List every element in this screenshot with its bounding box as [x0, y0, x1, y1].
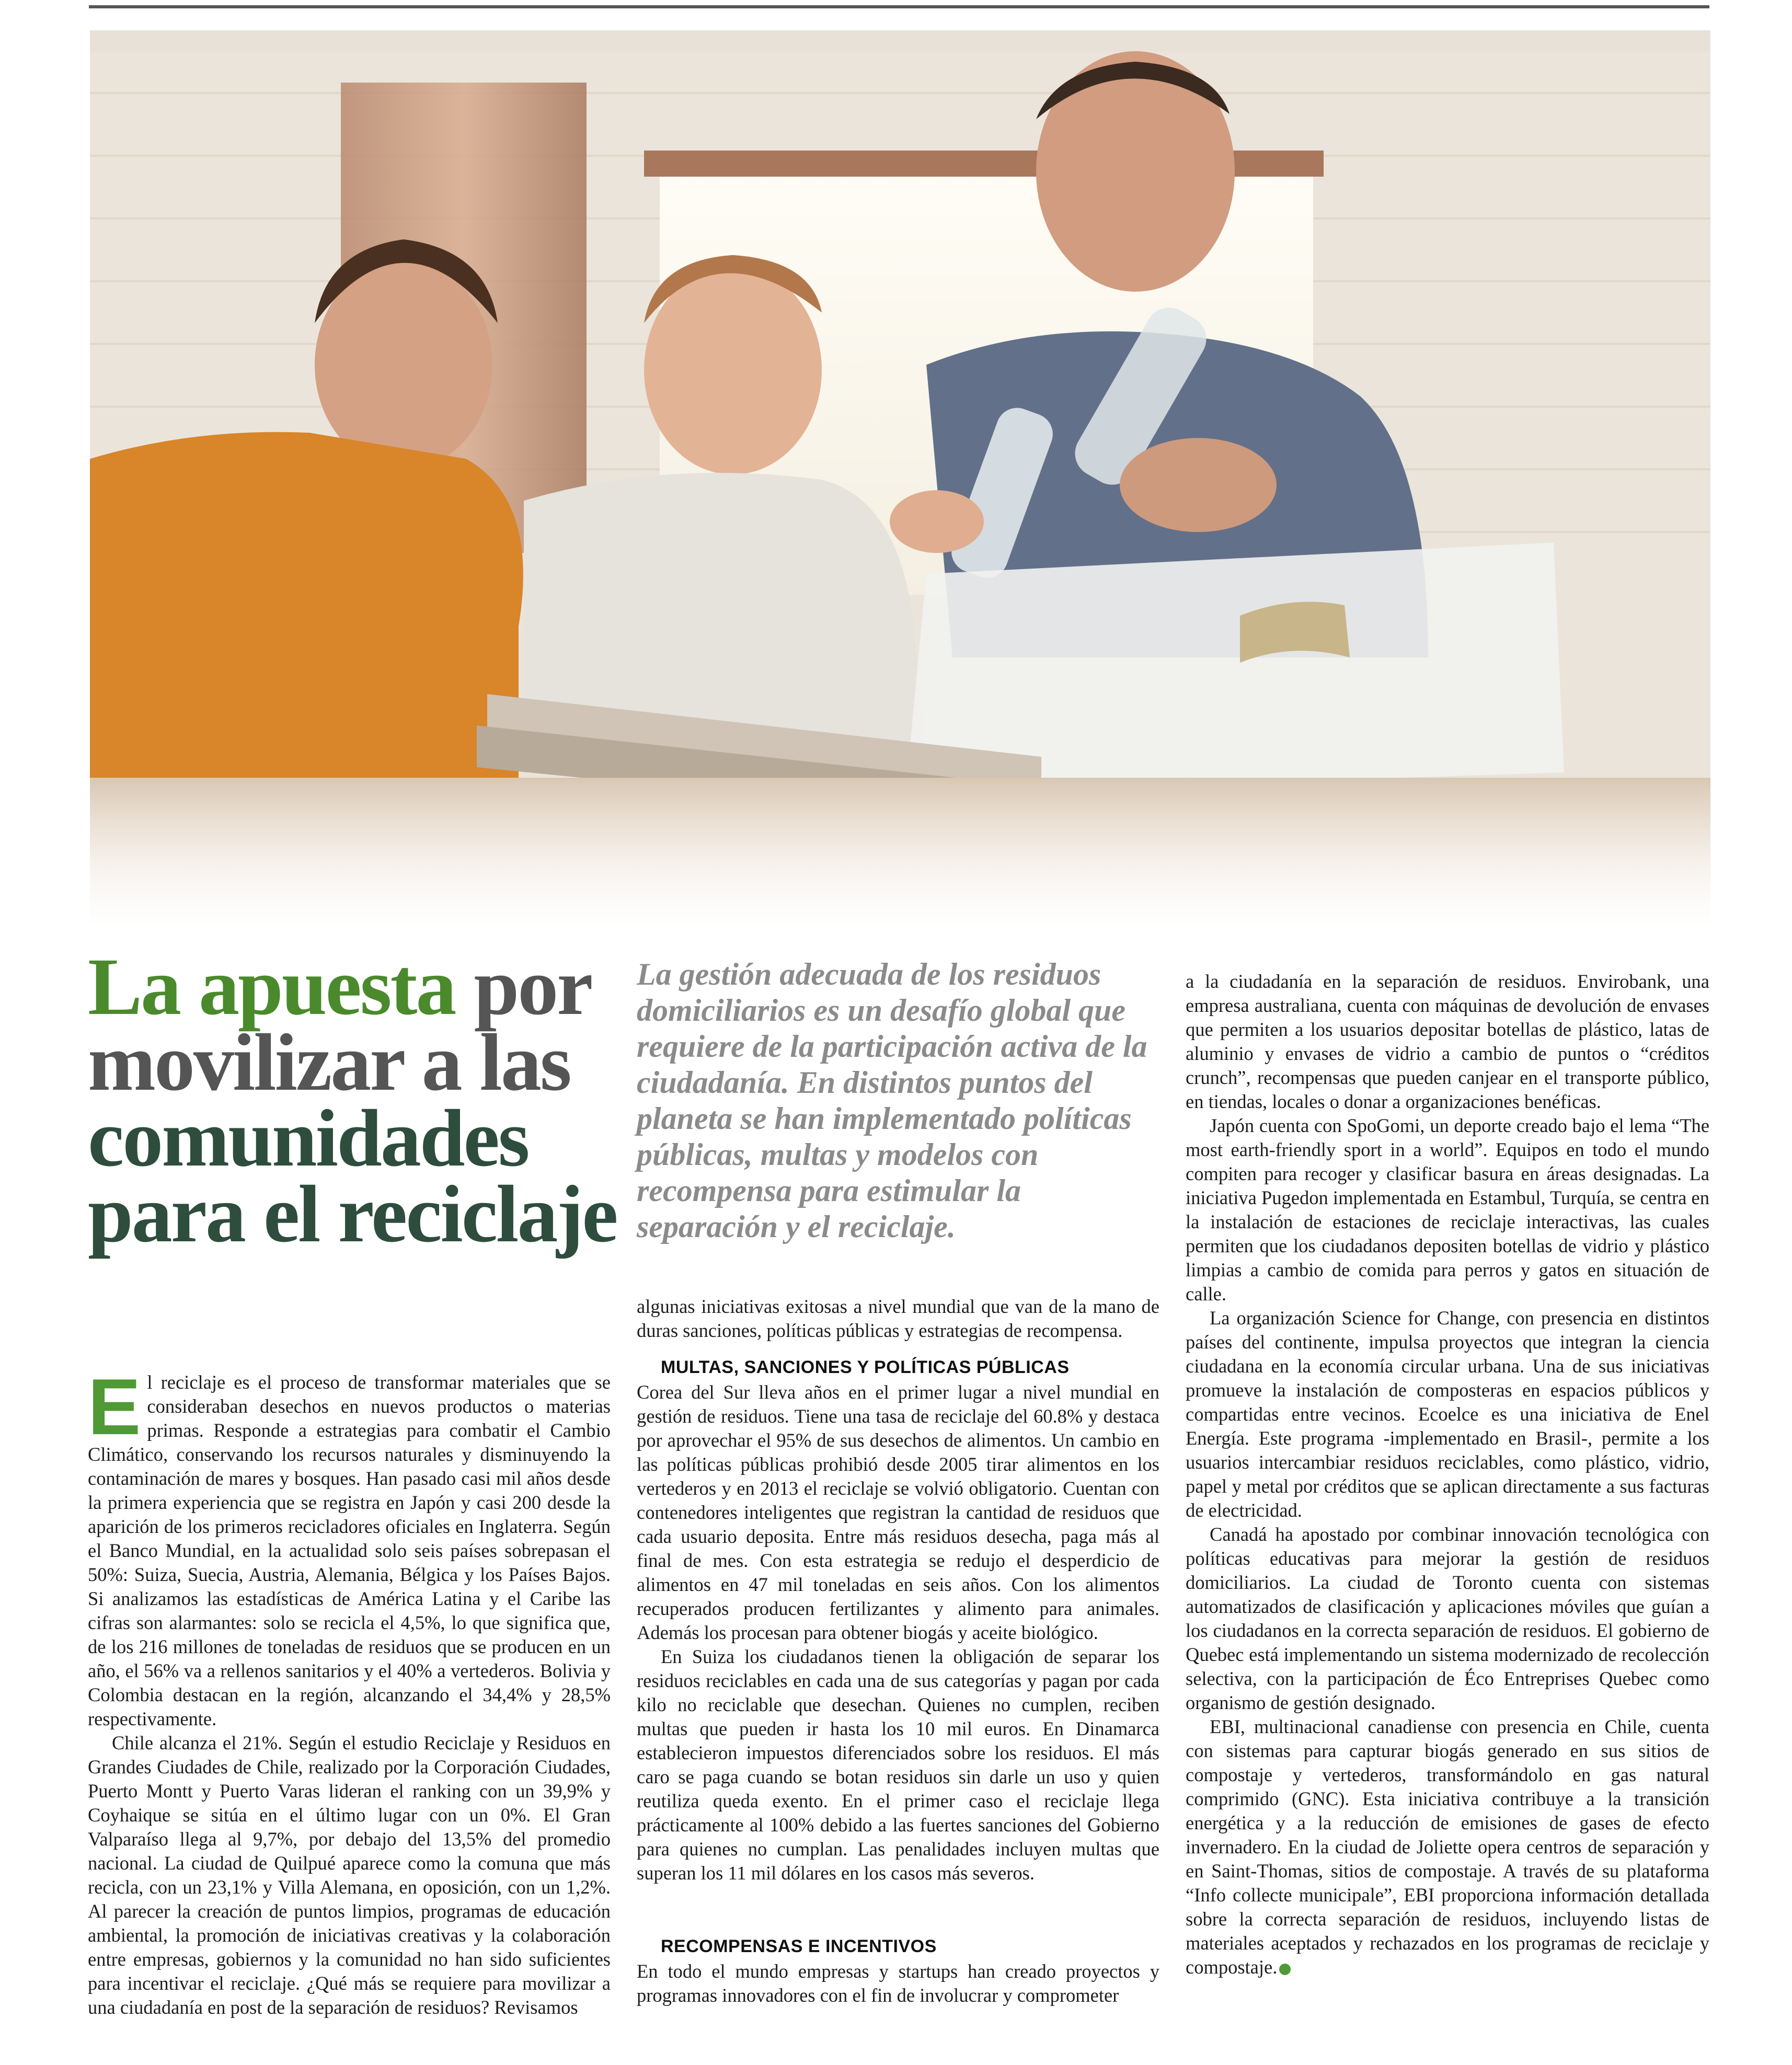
hero-photo [90, 30, 1710, 927]
headline [88, 941, 642, 1259]
headline-part1: La apuesta [88, 941, 455, 1032]
ebi-text: EBI, multinacional canadiense con presencia en Chile, cuenta con sistemas para capturar biogás generado en sus sitios de compostaje y vertederos, transformándolo en gas natural comprimido (GNC). Esta iniciativa contribuye a la transición energética y a la reducción de emisiones de gases de efecto invernadero. En la ciudad de Joliette opera centros de separación y en Saint-Thomas, sitios de compostaje. A través de su plataforma “Info collecte municipale”, EBI proporciona información detallada sobre la correcta separación de residuos, incluyendo listas de materiales aceptados y rechazados en los programas de reciclaje y compostaje. [1186, 1716, 1709, 1978]
col2-continuation: algunas iniciativas exitosas a nivel mundial que van de la mano de duras sanciones, políticas públicas y estrategias de recompensa. [637, 1296, 1159, 1341]
headline-part2: por [455, 941, 592, 1032]
subhead-recompensas: RECOMPENSAS E INCENTIVOS [661, 1936, 937, 1956]
drop-cap: E [88, 1363, 141, 1451]
corea-paragraph: Corea del Sur lleva años en el primer lugar a nivel mundial en gestión de residuos. Tiene una tasa de reciclaje del 60.8% y destaca por aprovechar el 95% de sus desechos de alimentos. Un cambio en las políticas públicas prohibió desde 2005 tirar alimentos en los vertederos y en 2013 el reciclaje se volvió obligatorio. Cuentan con contenedores inteligentes que registran la cantidad de residuos que cada usuario deposita. Entre más residuos desecha, paga más al final de mes. Con esta estrategia se redujo el desperdicio de alimentos en 47 mil toneladas en seis años. Con los alimentos recuperados producen fertilizantes y alimento para animales. Además los procesan para obtener biogás y aceite biológico. [637, 1381, 1159, 1643]
recompensas-paragraph: En todo el mundo empresas y startups han creado proyectos y programas innovadores con el fin de involucrar y comprometer [637, 1960, 1159, 2006]
intro-paragraph [88, 1363, 611, 1731]
lead-paragraph: La gestión adecuada de los residuos domiciliarios es un desafío global que requiere de la participación activa de la ciudadanía. En distintos puntos del planeta se han implementado políticas públicas, multas y modelos con recompensa para estimular la separación y el reciclaje. [637, 957, 1147, 1244]
envirobank-paragraph: a la ciudadanía en la separación de residuos. Envirobank, una empresa australiana, cuenta con máquinas de devolución de envases que permiten a los usuarios depositar botellas de plástico, latas de aluminio y envases de vidrio a cambio de puntos o “créditos crunch”, recompensas que pueden canjear en el transporte público, en tiendas, locales o donar a organizaciones benéficas. [1186, 971, 1709, 1112]
subhead-multas: MULTAS, SANCIONES Y POLÍTICAS PÚBLICAS [661, 1357, 1070, 1377]
suiza-paragraph: En Suiza los ciudadanos tienen la obligación de separar los residuos reciclables en cada una de sus categorías y pagan por cada kilo no reciclable que desechan. Quienes no cumplen, reciben multas que pueden ir hasta los 10 mil euros. En Dinamarca establecieron impuestos diferenciados sobre los residuos. El más caro se paga cuando se botan residuos sin darle un uso y quien reutiliza queda exento. En el primer caso el reciclaje llega prácticamente al 100% debido a las fuertes sanciones del Gobierno para quienes no cumplan. Las penalidades incluyen multas que superan los 11 mil dólares en los casos más severos. [637, 1646, 1159, 1884]
top-rule [89, 5, 1709, 8]
column-3 [1186, 970, 1709, 1979]
science-for-change-paragraph: La organización Science for Change, con presencia en distintos países del continente, impulsa proyectos que integran la ciencia ciudadana en la economía circular urbana. Una de sus iniciativas promueve la instalación de composteras en espacios públicos y compartidas entre vecinos. Ecoelce es una iniciativa de Enel Energía. Este programa -implementado en Brasil-, permite a los usuarios intercambiar residuos reciclables, como plástico, vidrio, papel y metal por créditos que se aplican directamente a sus facturas de electricidad. [1186, 1307, 1709, 1521]
chile-paragraph: Chile alcanza el 21%. Según el estudio Reciclaje y Residuos en Grandes Ciudades de Chile, realizado por la Corporación Ciudades, Puerto Montt y Puerto Varas lideran el ranking con un 39,9% y Coyhaique se sitúa en el último lugar con un 0%. El Gran Valparaíso llega al 9,7%, por debajo del 13,5% del promedio nacional. La ciudad de Quilpué aparece como la comuna que más recicla, con un 23,1% y Villa Alemana, en oposición, con un 1,2%. Al parecer la creación de puntos limpios, programas de educación ambiental, la promoción de iniciativas creativas y la colaboración entre empresas, gobiernos y la comunidad no han sido suficientes para incentivar el reciclaje. ¿Qué más se requiere para movilizar a una ciudadanía en post de la separación de residuos? Revisamos [88, 1732, 611, 2018]
family-recycling-illustration [90, 30, 1710, 927]
japon-paragraph: Japón cuenta con SpoGomi, un deporte creado bajo el lema “The most earth-friendly sport in a world”. Equipos en todo el mundo compiten para recoger y clasificar basura en áreas designadas. La iniciativa Pugedon implementada en Estambul, Turquía, se centra en la instalación de estaciones de reciclaje interactivas, las cuales permiten que los ciudadanos depositen botellas de vidrio y plástico limpias a cambio de comida para perros y gatos en situación de calle. [1186, 1115, 1709, 1305]
end-mark-icon [1279, 1964, 1291, 1975]
canada-paragraph: Canadá ha apostado por combinar innovación tecnológica con políticas educativas para mejorar la gestión de residuos domiciliarios. La ciudad de Toronto cuenta con sistemas automatizados de clasificación y aplicaciones móviles que guían a los ciudadanos en la correcta separación de residuos. El gobierno de Quebec está implementando un sistema modernizado de recolección selectiva, con la participación de Éco Entreprises Quebec como organismo de gestión designado. [1186, 1524, 1709, 1713]
headline-line2: movilizar a las [88, 1017, 570, 1108]
headline-line3: comunidades [88, 1093, 529, 1183]
intro-text: l reciclaje es el proceso de transformar materiales que se consideraban desechos en nuevos productos o materias primas. Responde a estrategias para combatir el Cambio Climático, conservando los recursos naturales y disminuyendo la contaminación de mares y bosques. Han pasado casi mil años desde la primera experiencia que se registra en Japón y casi 200 desde la aparición de los primeros recicladores oficiales en Inglaterra. Según el Banco Mundial, en la actualidad solo seis países sobrepasan el 50%: Suiza, Suecia, Austria, Alemania, Bélgica y los Países Bajos. Si analizamos las estadísticas de América Latina y el Caribe las cifras son alarmantes: solo se recicla el 4,5%, lo que significa que, de los 216 millones de toneladas de residuos que se producen en un año, el 56% va a rellenos sanitarios y el 40% a vertederos. Bolivia y Colombia destacan en la región, alcanzando el 34,4% y 28,5% respectivamente. [88, 1371, 611, 1729]
column-2 [637, 1295, 1159, 2008]
headline-line4: para el reciclaje [88, 1169, 617, 1259]
column-1 [88, 1363, 611, 2020]
ebi-paragraph [1186, 1715, 1709, 1979]
